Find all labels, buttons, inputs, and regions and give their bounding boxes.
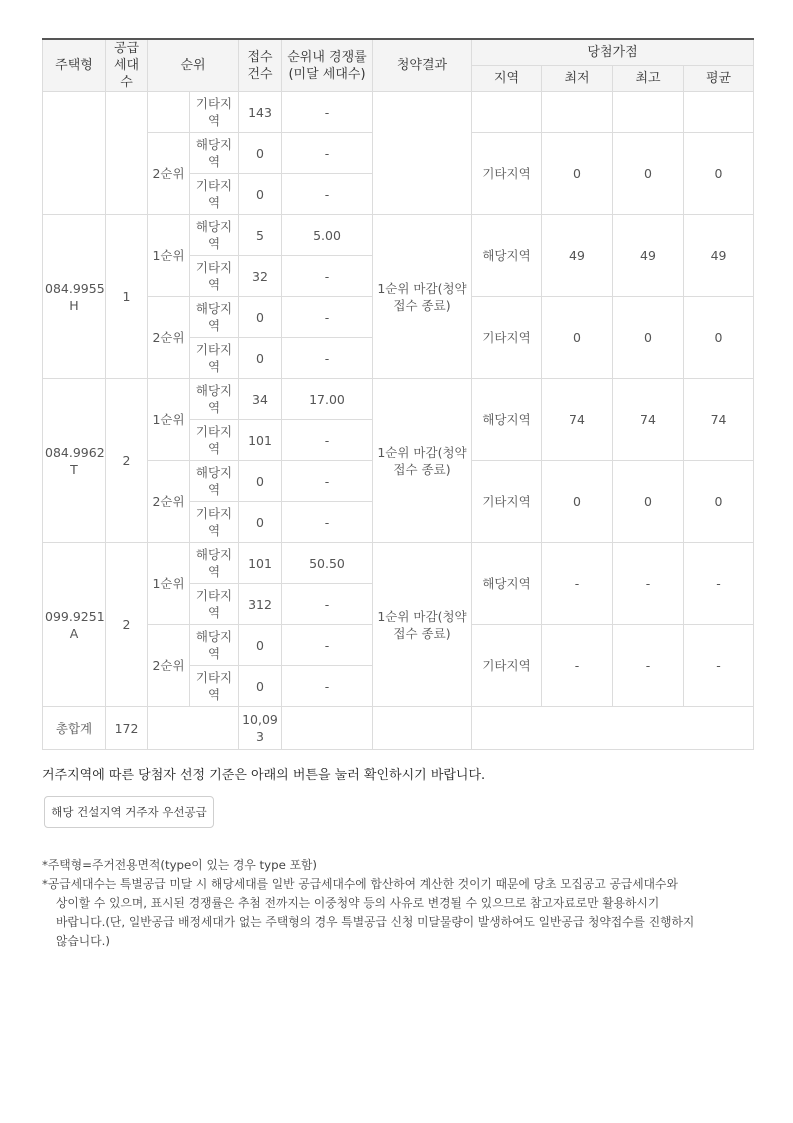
count-cell: 0 <box>239 461 282 502</box>
type-cell: 084.9955 H <box>43 215 106 379</box>
rank-cell <box>148 92 190 133</box>
score-region-cell: 해당지역 <box>472 379 542 461</box>
total-score-empty <box>472 707 754 750</box>
total-rate-empty <box>282 707 373 750</box>
header-competition: 순위내 경쟁률 (미달 세대수) <box>282 39 373 92</box>
rank-cell: 2순위 <box>148 461 190 543</box>
score-avg-cell: 0 <box>684 133 754 215</box>
rate-cell: 17.00 <box>282 379 373 420</box>
region-cell: 기타지역 <box>190 174 239 215</box>
region-cell: 기타지역 <box>190 420 239 461</box>
region-cell: 기타지역 <box>190 256 239 297</box>
note-housing-type: *주택형=주거전용면적(type이 있는 경우 type 포함) <box>42 858 318 872</box>
table-row <box>43 92 754 133</box>
rank-cell: 1순위 <box>148 215 190 297</box>
rate-cell: - <box>282 133 373 174</box>
score-min-cell: 0 <box>542 133 613 215</box>
rate-cell: - <box>282 584 373 625</box>
region-cell: 기타지역 <box>190 502 239 543</box>
rate-cell: 50.50 <box>282 543 373 584</box>
count-cell: 0 <box>239 666 282 707</box>
count-cell: 0 <box>239 133 282 174</box>
count-cell: 101 <box>239 420 282 461</box>
rank-cell: 2순위 <box>148 625 190 707</box>
score-avg-cell: 0 <box>684 297 754 379</box>
count-cell: 143 <box>239 92 282 133</box>
result-cell: 1순위 마감(청약 접수 종료) <box>373 379 472 543</box>
supply-cell: 1 <box>106 215 148 379</box>
score-min-cell: - <box>542 543 613 625</box>
rank-cell: 2순위 <box>148 297 190 379</box>
score-region-cell: 기타지역 <box>472 625 542 707</box>
guide-text: 거주지역에 따른 당첨자 선정 기준은 아래의 버튼을 눌러 확인하시기 바랍니다. <box>42 768 486 783</box>
header-region: 지역 <box>472 66 542 92</box>
region-cell: 기타지역 <box>190 666 239 707</box>
rate-cell: - <box>282 297 373 338</box>
score-region-cell: 해당지역 <box>472 543 542 625</box>
result-cell: 1순위 마감(청약 접수 종료) <box>373 543 472 707</box>
note-supply-line2: 상이할 수 있으며, 표시된 경쟁률은 추첨 전까지는 이중청약 등의 사유로 변경될 수 있으므로 참고자료로만 활용하시기 <box>56 896 660 910</box>
rate-cell: - <box>282 625 373 666</box>
count-cell: 34 <box>239 379 282 420</box>
score-region-cell <box>472 92 542 133</box>
region-cell: 해당지역 <box>190 297 239 338</box>
supply-cell <box>106 92 148 215</box>
region-cell: 해당지역 <box>190 215 239 256</box>
count-cell: 0 <box>239 502 282 543</box>
score-max-cell: - <box>613 625 684 707</box>
score-max-cell: 0 <box>613 133 684 215</box>
region-cell: 해당지역 <box>190 461 239 502</box>
score-avg-cell <box>684 92 754 133</box>
notes <box>42 856 753 951</box>
score-max-cell: 0 <box>613 297 684 379</box>
supply-cell: 2 <box>106 379 148 543</box>
rate-cell: 5.00 <box>282 215 373 256</box>
result-cell: 1순위 마감(청약 접수 종료) <box>373 215 472 379</box>
count-cell: 0 <box>239 174 282 215</box>
region-cell: 해당지역 <box>190 379 239 420</box>
rate-cell: - <box>282 502 373 543</box>
count-cell: 0 <box>239 297 282 338</box>
score-max-cell: - <box>613 543 684 625</box>
region-cell: 기타지역 <box>190 338 239 379</box>
score-min-cell: 0 <box>542 461 613 543</box>
rank-cell: 2순위 <box>148 133 190 215</box>
rank-cell: 1순위 <box>148 543 190 625</box>
note-supply-line3: 바랍니다.(단, 일반공급 배정세대가 없는 주택형의 경우 특별공급 신청 미달물량이 발생하여도 일반공급 청약접수를 진행하지 <box>56 915 695 929</box>
region-cell: 해당지역 <box>190 133 239 174</box>
score-min-cell: 49 <box>542 215 613 297</box>
score-max-cell <box>613 92 684 133</box>
score-region-cell: 기타지역 <box>472 133 542 215</box>
rate-cell: - <box>282 256 373 297</box>
region-cell: 해당지역 <box>190 543 239 584</box>
supply-cell: 2 <box>106 543 148 707</box>
region-cell: 기타지역 <box>190 92 239 133</box>
header-score: 당첨가점 <box>472 39 754 66</box>
type-cell: 084.9962 T <box>43 379 106 543</box>
type-cell: 099.9251 A <box>43 543 106 707</box>
rate-cell: - <box>282 666 373 707</box>
count-cell: 0 <box>239 625 282 666</box>
rank-cell: 1순위 <box>148 379 190 461</box>
total-count: 10,09 3 <box>239 707 282 750</box>
total-result-empty <box>373 707 472 750</box>
total-row <box>43 707 754 750</box>
count-cell: 312 <box>239 584 282 625</box>
rate-cell: - <box>282 461 373 502</box>
score-region-cell: 기타지역 <box>472 297 542 379</box>
count-cell: 101 <box>239 543 282 584</box>
local-resident-priority-button[interactable]: 해당 건설지역 거주자 우선공급 <box>44 796 214 828</box>
score-avg-cell: 0 <box>684 461 754 543</box>
rate-cell: - <box>282 92 373 133</box>
header-supply: 공급 세대수 <box>106 39 148 92</box>
region-cell: 기타지역 <box>190 584 239 625</box>
score-avg-cell: - <box>684 543 754 625</box>
count-cell: 5 <box>239 215 282 256</box>
score-max-cell: 49 <box>613 215 684 297</box>
result-cell <box>373 92 472 215</box>
header-type: 주택형 <box>43 39 106 92</box>
note-supply-line1: *공급세대수는 특별공급 미달 시 해당세대를 일반 공급세대수에 합산하여 계산한 것이기 때문에 당초 모집공고 공급세대수와 <box>42 877 678 891</box>
score-min-cell <box>542 92 613 133</box>
score-max-cell: 74 <box>613 379 684 461</box>
score-avg-cell: - <box>684 625 754 707</box>
subscription-result-table <box>42 38 754 750</box>
total-supply: 172 <box>106 707 148 750</box>
score-max-cell: 0 <box>613 461 684 543</box>
table-row <box>43 543 754 584</box>
header-applicants: 접수 건수 <box>239 39 282 92</box>
total-label: 총합계 <box>43 707 106 750</box>
score-avg-cell: 49 <box>684 215 754 297</box>
total-rank-empty <box>148 707 239 750</box>
header-result: 청약결과 <box>373 39 472 92</box>
table-row <box>43 379 754 420</box>
count-cell: 0 <box>239 338 282 379</box>
note-supply-line4: 않습니다.) <box>56 934 110 948</box>
header-avg: 평균 <box>684 66 754 92</box>
rate-cell: - <box>282 420 373 461</box>
score-avg-cell: 74 <box>684 379 754 461</box>
score-min-cell: 74 <box>542 379 613 461</box>
table-row <box>43 215 754 256</box>
header-max: 최고 <box>613 66 684 92</box>
rate-cell: - <box>282 338 373 379</box>
score-min-cell: 0 <box>542 297 613 379</box>
score-region-cell: 기타지역 <box>472 461 542 543</box>
header-rank: 순위 <box>148 39 239 92</box>
count-cell: 32 <box>239 256 282 297</box>
rate-cell: - <box>282 174 373 215</box>
type-cell <box>43 92 106 215</box>
region-cell: 해당지역 <box>190 625 239 666</box>
score-region-cell: 해당지역 <box>472 215 542 297</box>
score-min-cell: - <box>542 625 613 707</box>
header-min: 최저 <box>542 66 613 92</box>
